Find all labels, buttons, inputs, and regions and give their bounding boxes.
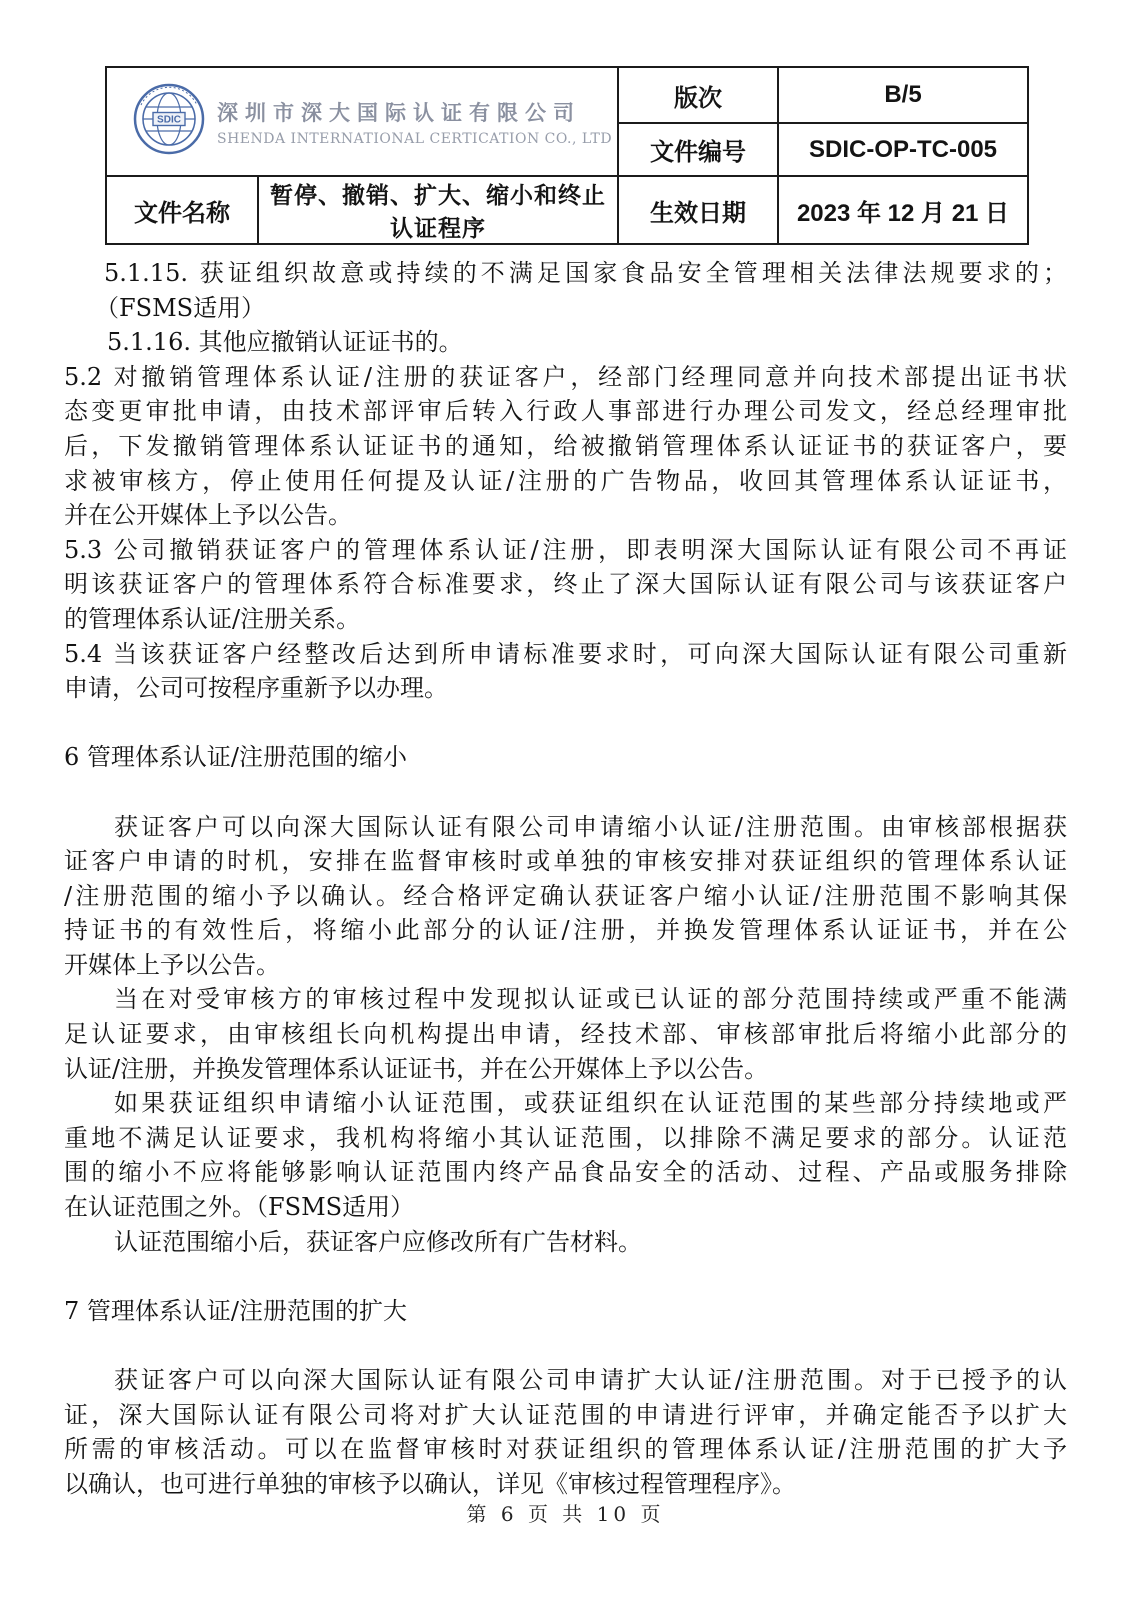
field-label-effective-date: 生效日期 — [618, 176, 778, 244]
text-line: 获证客户可以向深大国际认证有限公司申请扩大认证/注册范围。对于已授予的认 — [114, 1366, 1067, 1394]
logo-emblem-text: SDIC — [157, 114, 181, 126]
text-line: 5.4 当该获证客户经整改后达到所申请标准要求时，可向深大国际认证有限公司重新 — [64, 639, 1067, 668]
field-value-effective-date: 2023 年 12 月 21 日 — [778, 176, 1028, 244]
section-heading: 7 管理体系认证/注册范围的扩大 — [64, 1296, 407, 1325]
text-line: 围的缩小不应将能够影响认证范围内终产品食品安全的活动、过程、产品或服务排除 — [64, 1158, 1067, 1187]
text-line: 持证书的有效性后，将缩小此部分的认证/注册，并换发管理体系认证证书，并在公 — [64, 916, 1067, 945]
header-table — [105, 66, 1029, 245]
field-value-version: B/5 — [778, 67, 1028, 123]
text-line: 在认证范围之外。（FSMS适用） — [64, 1193, 415, 1222]
text-line: 5.2 对撤销管理体系认证/注册的获证客户，经部门经理同意并向技术部提出证书状 — [64, 362, 1067, 391]
field-label-doc-number: 文件编号 — [618, 123, 778, 176]
text-line: 证，深大国际认证有限公司将对扩大认证范围的申请进行评审，并确定能否予以扩大 — [64, 1400, 1067, 1429]
text-line: 求被审核方，停止使用任何提及认证/注册的广告物品，收回其管理体系认证证书， — [64, 466, 1067, 495]
text-line: 明该获证客户的管理体系符合标准要求，终止了深大国际认证有限公司与该获证客户 — [64, 570, 1067, 599]
company-name-en: SHENDA INTERNATIONAL CERTICATION CO., LTD — [217, 130, 613, 147]
company-logo-icon — [131, 81, 207, 162]
text-line: /注册范围的缩小予以确认。经合格评定确认获证客户缩小认证/注册范围不影响其保 — [64, 881, 1067, 910]
page-footer: 第 6 页 共 10 页 — [466, 1502, 665, 1526]
text-line: 后，下发撤销管理体系认证证书的通知，给被撤销管理体系认证证书的获证客户，要 — [64, 431, 1067, 460]
section-heading: 6 管理体系认证/注册范围的缩小 — [64, 743, 407, 772]
text-line: 并在公开媒体上予以公告。 — [64, 501, 352, 530]
text-line: 5.1.15. 获证组织故意或持续的不满足国家食品安全管理相关法律法规要求的； — [104, 259, 1067, 287]
text-line: 5.1.16. 其他应撤销认证证书的。 — [107, 328, 463, 357]
text-line: 获证客户可以向深大国际认证有限公司申请缩小认证/注册范围。由审核部根据获 — [114, 812, 1067, 841]
text-line: 开媒体上予以公告。 — [64, 950, 280, 979]
text-line: （FSMS适用） — [95, 293, 266, 322]
text-line: 认证/注册，并换发管理体系认证证书，并在公开媒体上予以公告。 — [64, 1054, 769, 1083]
text-line: 申请，公司可按程序重新予以办理。 — [64, 674, 448, 703]
blank-line — [64, 1259, 1067, 1294]
field-label-doc-name: 文件名称 — [106, 176, 258, 244]
blank-line — [64, 706, 1067, 741]
text-line: 态变更审批申请，由技术部评审后转入行政人事部进行办理公司发文，经总经理审批 — [64, 397, 1067, 426]
field-value-doc-name: 暂停、撤销、扩大、缩小和终止认证程序 — [258, 176, 618, 244]
text-line: 重地不满足认证要求，我机构将缩小其认证范围，以排除不满足要求的部分。认证范 — [64, 1123, 1067, 1152]
logo-cell — [106, 67, 618, 176]
document-body — [64, 256, 1067, 1501]
company-name-cn: 深圳市深大国际认证有限公司 — [217, 101, 581, 125]
field-label-version: 版次 — [618, 67, 778, 123]
text-line: 的管理体系认证/注册关系。 — [64, 604, 361, 633]
text-line: 认证范围缩小后，获证客户应修改所有广告材料。 — [114, 1227, 642, 1256]
field-value-doc-number: SDIC-OP-TC-005 — [778, 123, 1028, 176]
text-line: 证客户申请的时机，安排在监督审核时或单独的审核安排对获证组织的管理体系认证 — [64, 847, 1067, 876]
text-line: 以确认，也可进行单独的审核予以确认，详见《审核过程管理程序》。 — [64, 1469, 796, 1498]
text-line: 所需的审核活动。可以在监督审核时对获证组织的管理体系认证/注册范围的扩大予 — [64, 1435, 1067, 1464]
blank-line — [64, 1328, 1067, 1363]
blank-line — [64, 775, 1067, 810]
text-line: 如果获证组织申请缩小认证范围，或获证组织在认证范围的某些部分持续地或严 — [114, 1089, 1067, 1118]
text-line: 5.3 公司撤销获证客户的管理体系认证/注册，即表明深大国际认证有限公司不再证 — [64, 535, 1067, 564]
text-line: 当在对受审核方的审核过程中发现拟认证或已认证的部分范围持续或严重不能满 — [114, 985, 1067, 1014]
text-line: 足认证要求，由审核组长向机构提出申请，经技术部、审核部审批后将缩小此部分的 — [64, 1020, 1067, 1049]
